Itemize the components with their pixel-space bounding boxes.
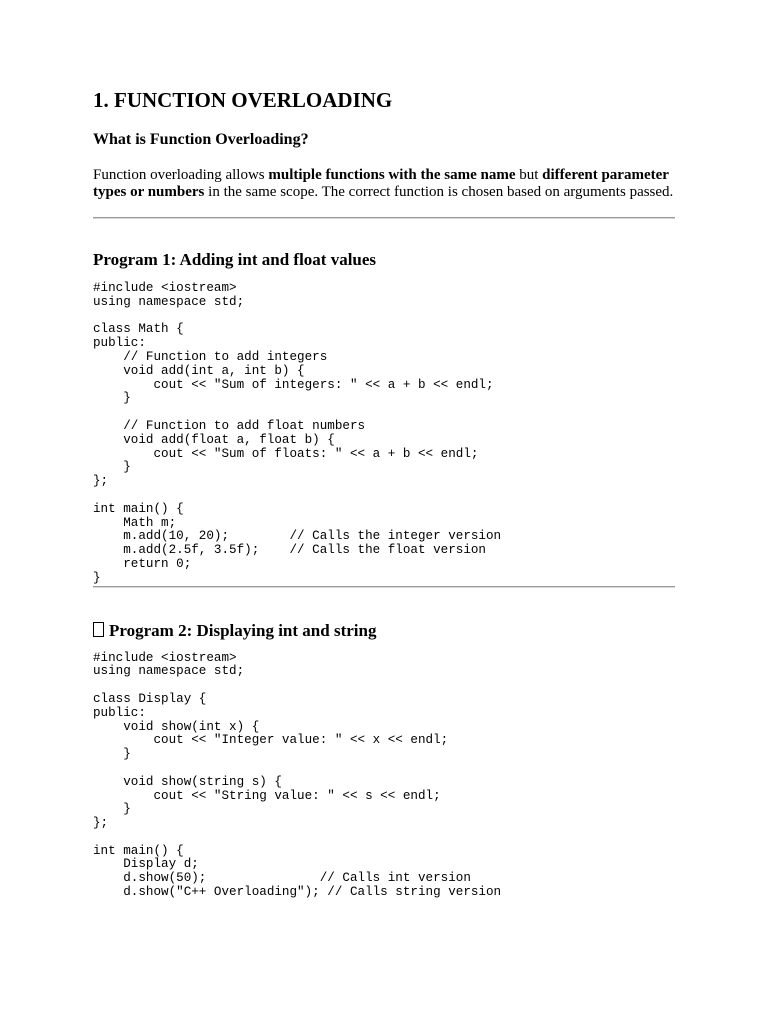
divider bbox=[93, 217, 675, 219]
document-content bbox=[93, 86, 675, 900]
intro-paragraph bbox=[93, 167, 675, 201]
missing-glyph-icon bbox=[93, 622, 104, 637]
program2-code-block: #include <iostream> using namespace std; class Display { public: void show(int x) { cout << "Integer value: " << x << endl; } void show(string s) { cout << "String value: " << s << endl; } }; int main() { Display d; d.show(50); // Calls int version d.show("C++ Overloading"); // Calls string version bbox=[93, 650, 502, 900]
document-title: 1. FUNCTION OVERLOADING bbox=[93, 88, 393, 112]
divider bbox=[93, 586, 675, 588]
intro-bold-2: different parameter types or numbers bbox=[93, 167, 669, 200]
intro-text-2: but bbox=[515, 167, 543, 183]
program1-code-block: #include <iostream> using namespace std; class Math { public: // Function to add integers void add(int a, int b) { cout << "Sum of integers: " << a + b << endl; } // Function to add float numbers void add(float a, float b) { cout << "Sum of floats: " << a + b << endl; } }; int main() { Math m; m.add(10, 20); // Calls the integer version m.add(2.5f, 3.5f); // Calls the float version return 0; } bbox=[93, 281, 502, 585]
intro-text-3: in the same scope. The correct function is chosen based on arguments passed. bbox=[204, 184, 674, 200]
intro-bold-1: multiple functions with the same name bbox=[268, 167, 516, 183]
section-subheading: What is Function Overloading? bbox=[93, 131, 309, 148]
intro-text-1: Function overloading allows bbox=[93, 167, 269, 183]
program1-heading: Program 1: Adding int and float values bbox=[93, 250, 377, 269]
program2-heading: Program 2: Displaying int and string bbox=[109, 620, 377, 640]
program2-heading-row bbox=[93, 620, 675, 642]
